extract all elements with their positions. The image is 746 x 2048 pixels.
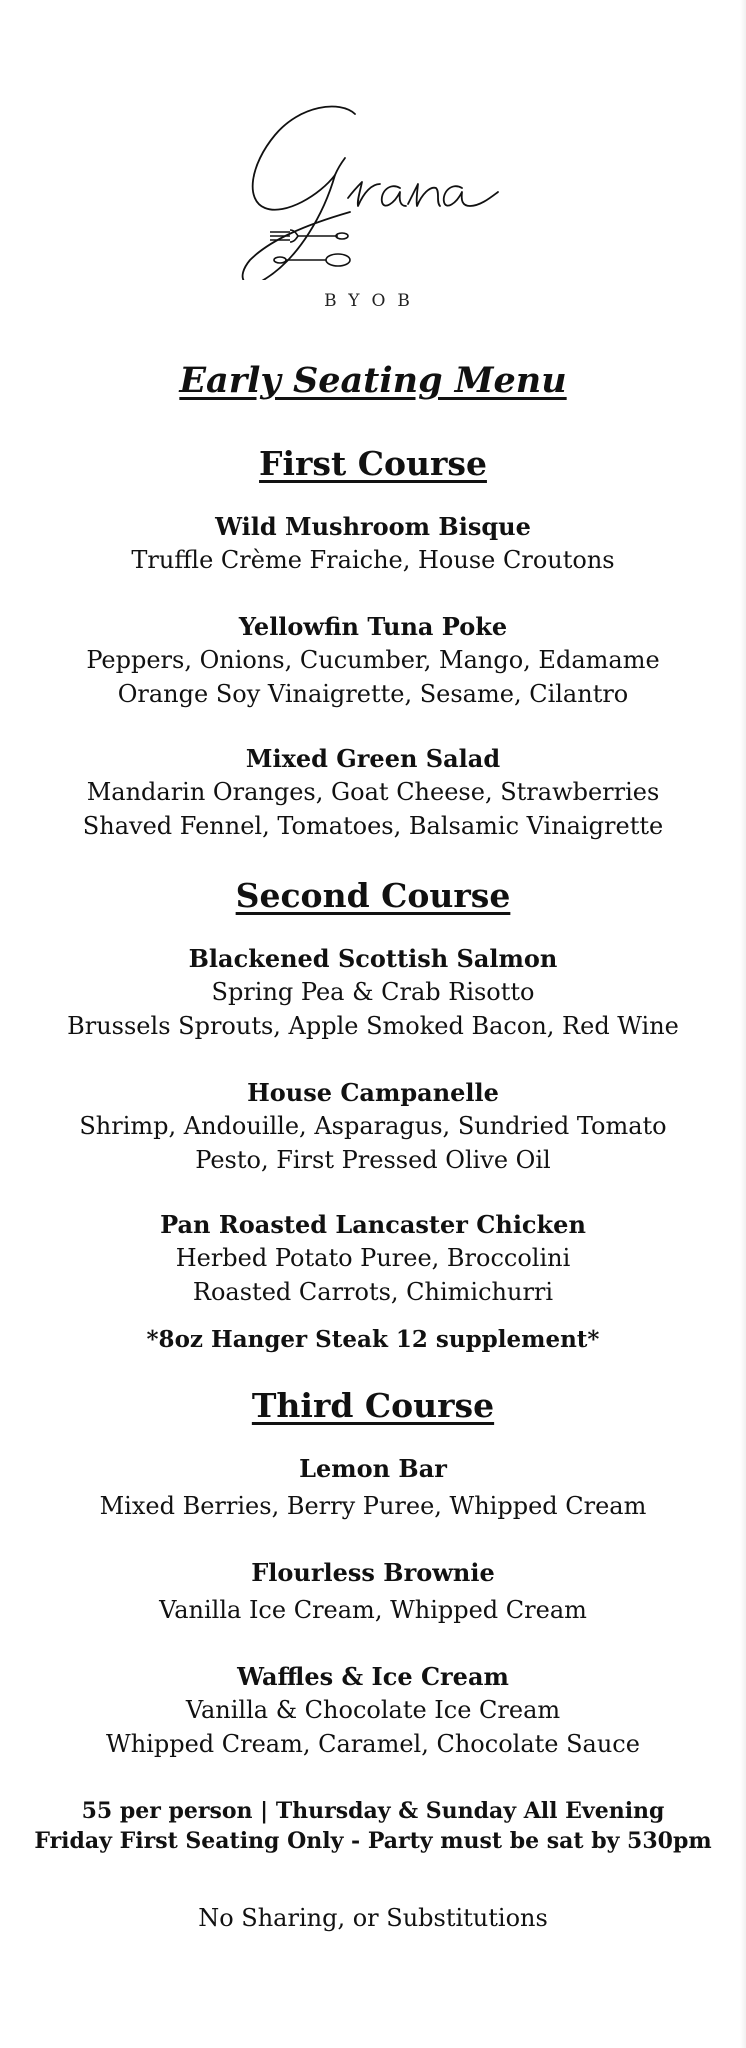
page-edge-shadow: [740, 0, 746, 2048]
dish-description: Truffle Crème Fraiche, House Croutons: [131, 546, 615, 574]
supplement-note: *8oz Hanger Steak 12 supplement*: [146, 1326, 600, 1353]
dish-name: Mixed Green Salad: [245, 744, 501, 773]
dish-description: Mixed Berries, Berry Puree, Whipped Cream: [99, 1492, 647, 1520]
dish-name: Yellowfin Tuna Poke: [238, 612, 508, 641]
course-heading-second: Second Course: [235, 876, 511, 915]
dish-description: Vanilla & Chocolate Ice Cream: [185, 1696, 561, 1724]
dish-description: Spring Pea & Crab Risotto: [211, 978, 535, 1006]
dish-name: Waffles & Ice Cream: [237, 1662, 509, 1691]
dish-description: Mandarin Oranges, Goat Cheese, Strawberries: [86, 778, 660, 806]
no-sharing-note: No Sharing, or Substitutions: [198, 1904, 548, 1932]
menu-title: Early Seating Menu: [179, 360, 567, 401]
dish-name: Pan Roasted Lancaster Chicken: [160, 1210, 586, 1239]
dish-name: Flourless Brownie: [251, 1558, 495, 1587]
dish-name: Wild Mushroom Bisque: [215, 512, 531, 541]
dish-description: Whipped Cream, Caramel, Chocolate Sauce: [106, 1730, 640, 1758]
dish-description: Roasted Carrots, Chimichurri: [192, 1278, 554, 1306]
dish-name: Blackened Scottish Salmon: [188, 944, 558, 973]
dish-description: Peppers, Onions, Cucumber, Mango, Edamame: [86, 646, 660, 674]
grana-wordmark-logo: [230, 100, 530, 280]
dish-description: Vanilla Ice Cream, Whipped Cream: [159, 1596, 587, 1624]
pricing-line: 55 per person | Thursday & Sunday All Evening: [81, 1798, 665, 1824]
logo-subtitle: BYOB: [324, 291, 422, 311]
course-heading-first: First Course: [259, 444, 487, 483]
dish-name: House Campanelle: [247, 1078, 499, 1107]
dish-description: Pesto, First Pressed Olive Oil: [195, 1146, 551, 1174]
dish-description: Shrimp, Andouille, Asparagus, Sundried Tomato: [79, 1112, 667, 1140]
dish-description: Shaved Fennel, Tomatoes, Balsamic Vinaigrette: [82, 812, 664, 840]
course-heading-third: Third Course: [251, 1386, 495, 1425]
dish-description: Herbed Potato Puree, Broccolini: [175, 1244, 571, 1272]
dish-description: Brussels Sprouts, Apple Smoked Bacon, Red Wine: [67, 1012, 679, 1040]
restaurant-logo: [230, 100, 530, 320]
seating-restriction-line: Friday First Seating Only - Party must be sat by 530pm: [34, 1828, 712, 1854]
dish-description: Orange Soy Vinaigrette, Sesame, Cilantro: [117, 680, 629, 708]
spoon-icon: [274, 254, 350, 266]
dish-name: Lemon Bar: [299, 1454, 447, 1483]
